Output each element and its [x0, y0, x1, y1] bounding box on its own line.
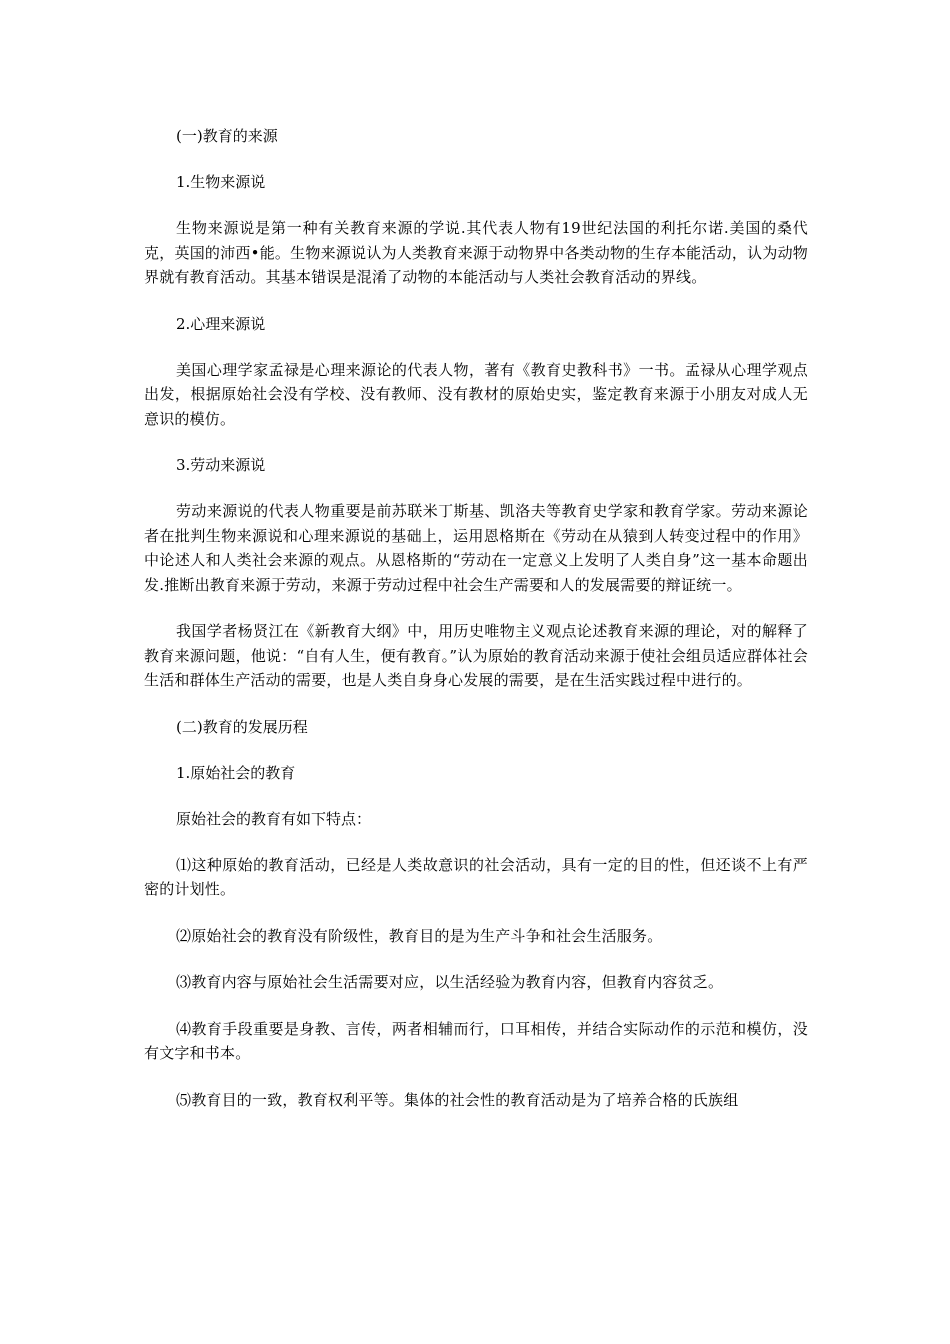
feature-item-2: ⑵原始社会的教育没有阶级性，教育目的是为生产斗争和社会生活服务。	[176, 926, 663, 945]
paragraph-yang-xianjiang: 我国学者杨贤江在《新教育大纲》中，用历史唯物主义观点论述教育来源的理论，对的解释了教育来源问题，他说：“自有人生，便有教育。”认为原始的教育活动来源于使社会组员适应群体社会生活和群体生产活动的需要，也是人类自身身心发展的需要，是在生活实践过程中进行的。	[144, 622, 808, 689]
subheading-primitive-society: 1.原始社会的教育	[176, 763, 296, 782]
paragraph-psychological-origin: 美国心理学家孟禄是心理来源论的代表人物，著有《教育史教科书》一书。孟禄从心理学观点出发，根据原始社会没有学校、没有教师、没有教材的原始史实，鉴定教育来源于小朋友对成人无意识的模仿。	[144, 360, 808, 428]
paragraph-labor-origin: 劳动来源说的代表人物重要是前苏联米丁斯基、凯洛夫等教育史学家和教育学家。劳动来源论者在批判生物来源说和心理来源说的基础上，运用恩格斯在《劳动在从猿到人转变过程中的作用》中论述人和人类社会来源的观点。从恩格斯的“劳动在一定意义上发明了人类自身”这一基本命题出发.推断出教育来源于劳动，来源于劳动过程中社会生产需要和人的发展需要的辩证统一。	[144, 502, 808, 594]
intro-primitive-features: 原始社会的教育有如下特点：	[176, 809, 372, 828]
document-body	[144, 124, 808, 1112]
paragraph-biological-origin: 生物来源说是第一种有关教育来源的学说.其代表人物有19世纪法国的利托尔诺.美国的桑代克，英国的沛西•能。生物来源说认为人类教育来源于动物界中各类动物的生存本能活动，认为动物界就有教育活动。其基本错误是混淆了动物的本能活动与人类社会教育活动的界线。	[144, 219, 808, 286]
section-heading-education-origin: (一)教育的来源	[176, 127, 278, 145]
subheading-psychological-origin: 2.心理来源说	[176, 314, 266, 333]
feature-item-3: ⑶教育内容与原始社会生活需要对应，以生活经验为教育内容，但教育内容贫乏。	[176, 973, 724, 991]
subheading-biological-origin: 1.生物来源说	[176, 173, 266, 191]
section-heading-education-development: (二)教育的发展历程	[176, 717, 308, 736]
subheading-labor-origin: 3.劳动来源说	[176, 456, 266, 474]
feature-item-4: ⑷教育手段重要是身教、言传，两者相辅而行，口耳相传，并结合实际动作的示范和模仿，没有文字和书本。	[144, 1019, 808, 1062]
feature-item-1: ⑴这种原始的教育活动，已经是人类故意识的社会活动，具有一定的目的性，但还谈不上有严密的计划性。	[144, 855, 808, 898]
feature-item-5: ⑸教育目的一致，教育权利平等。集体的社会性的教育活动是为了培养合格的氏族组	[176, 1090, 739, 1109]
